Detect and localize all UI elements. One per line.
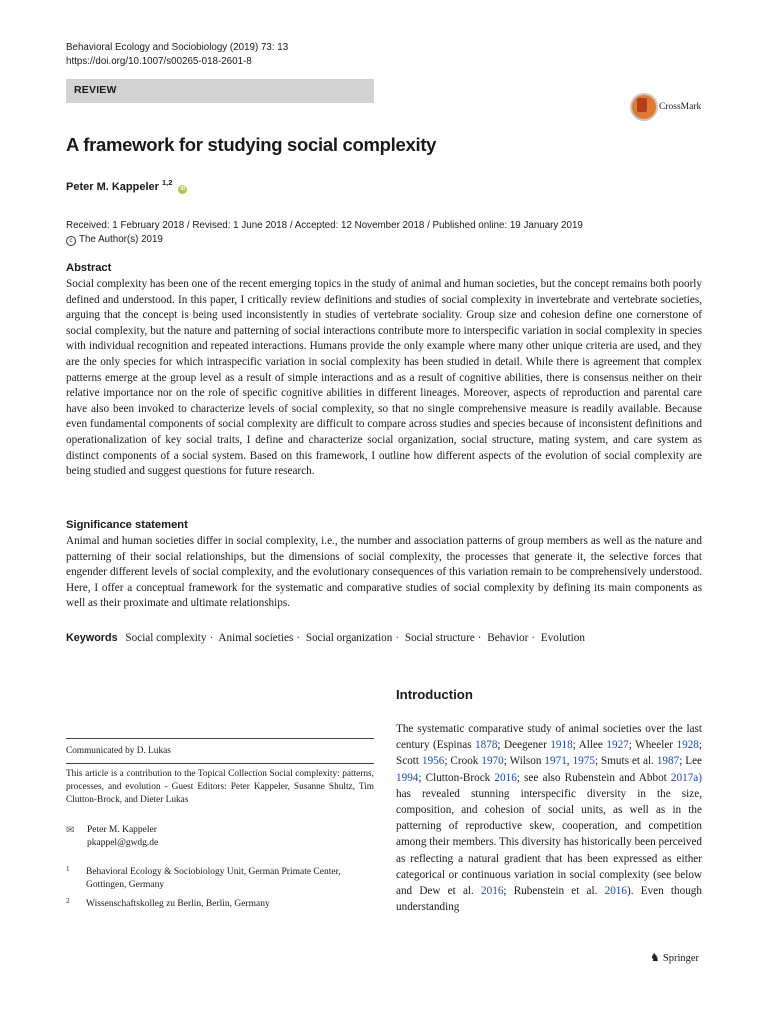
significance-heading: Significance statement (66, 519, 188, 531)
copyright-icon: c (66, 236, 76, 246)
publisher-name: Springer (662, 953, 700, 964)
correspondence-name: Peter M. Kappeler (87, 825, 157, 835)
citation-link[interactable]: 2016 (481, 885, 504, 898)
citation-link[interactable]: 2017a) (670, 771, 702, 784)
author-line (66, 178, 187, 194)
introduction-text-run: ; Crook (444, 755, 482, 768)
citation-link[interactable]: 1927 (606, 739, 629, 752)
introduction-text-run: ; Clutton-Brock (418, 771, 495, 784)
citation-link[interactable]: 2016 (604, 885, 627, 898)
keyword-separator: · (209, 632, 214, 644)
citation-link[interactable]: 2016 (494, 771, 517, 784)
introduction-text-run: ; Deegener (497, 739, 551, 752)
correspondence-email[interactable]: pkappel@gwdg.de (87, 838, 159, 848)
significance-text: Animal and human societies differ in social complexity, i.e., the number and association patterns of group members as well as the nature and patterning of their social relationships, but the dimensions of social complexity, the processes that generate it, the selective forces that engender different levels of social complexity, and the evolutionary consequences of this variation remain to be comprehensively understood. Here, I offer a conceptual framework for the systematic and comparative studies of social complexity by defining its main components as well as their proximate and ultimate relationships. (66, 535, 702, 610)
citation-link[interactable]: 1956 (421, 755, 445, 768)
orcid-icon[interactable]: iD (180, 186, 186, 192)
copyright-line (66, 233, 163, 246)
introduction-text-run: ; Wheeler (628, 739, 677, 752)
crossmark-bookmark-icon (637, 98, 647, 112)
doi-link[interactable]: https://doi.org/10.1007/s00265-018-2601-8 (66, 56, 252, 67)
affiliation-number: 1 (66, 865, 70, 873)
crossmark-label: CrossMark (659, 102, 702, 112)
introduction-text-run: ). Even though understanding (396, 885, 702, 914)
introduction-text-run: ; Wilson (503, 755, 545, 768)
collection-note: This article is a contribution to the Topical Collection Social complexity: patterns, processes, and evolution - Guest Editors: Peter Kappeler, Susanne Shultz, Tim Clutton-Brock, and Dieter Lukas (66, 769, 374, 805)
introduction-text-run: ; Lee (679, 755, 703, 768)
keyword[interactable]: Social structure (404, 632, 475, 644)
keyword[interactable]: Evolution (540, 632, 585, 644)
keyword-separator: · (477, 632, 482, 644)
footnote-divider (66, 738, 374, 739)
envelope-icon: ✉ (66, 825, 75, 836)
introduction-text-run: ; Smuts et al. (594, 755, 657, 768)
communicated-by: Communicated by D. Lukas (66, 746, 171, 756)
keyword[interactable]: Social organization (305, 632, 393, 644)
keywords-label: Keywords (66, 632, 118, 644)
abstract-heading: Abstract (66, 262, 112, 274)
citation-link[interactable]: 1987 (656, 755, 680, 768)
author-affiliation-marks: 1,2 (161, 178, 173, 187)
introduction-text-run: ; Allee (572, 739, 607, 752)
citation-link[interactable]: 1975 (572, 755, 595, 768)
publication-dates: Received: 1 February 2018 / Revised: 1 June 2018 / Accepted: 12 November 2018 / Published online: 19 January 2019 (66, 220, 583, 231)
citation-link[interactable]: 1928 (676, 739, 699, 752)
keyword[interactable]: Animal societies (218, 632, 294, 644)
keywords-line (66, 632, 585, 644)
crossmark-badge[interactable] (630, 93, 708, 121)
keyword[interactable]: Social complexity (125, 632, 207, 644)
introduction-text-run: ; see also Rubenstein and Abbot (516, 771, 671, 784)
affiliation-text: Wissenschaftskolleg zu Berlin, Berlin, Germany (86, 899, 270, 909)
copyright-text: The Author(s) 2019 (79, 234, 163, 245)
affiliation-number: 2 (66, 897, 70, 905)
introduction-text (396, 721, 702, 915)
introduction-text-run: has revealed stunning interspecific diversity in the size, composition, and cohesion of social units, as well as in the patterning of reproductive skew, cooperation, and competition among their members. This diversity has historically been perceived as reflecting a natural gradient that has been expressed as either categorical or continuous variation in social complexity (see below and Dew et al. (396, 787, 702, 898)
introduction-text-run: ; Rubenstein et al. (503, 885, 605, 898)
footnote-divider (66, 763, 374, 764)
citation-link[interactable]: 1878 (475, 739, 498, 752)
keyword-separator: · (296, 632, 301, 644)
horse-icon: ♞ (650, 952, 660, 964)
keyword-separator: · (395, 632, 400, 644)
paper-title: A framework for studying social complexity (66, 134, 437, 155)
keyword[interactable]: Behavior (487, 632, 529, 644)
journal-citation: Behavioral Ecology and Sociobiology (2019) 73: 13 (66, 42, 289, 53)
introduction-text-run: , (566, 755, 573, 768)
affiliation-text: Behavioral Ecology & Sociobiology Unit, German Primate Center, Gottingen, Germany (86, 867, 341, 890)
citation-link[interactable]: 1994 (396, 771, 419, 784)
article-type-label: REVIEW (74, 84, 117, 96)
introduction-text-run: The systematic comparative study of animal societies over the last century (Espinas (396, 723, 702, 752)
citation-link[interactable]: 1970 (481, 755, 504, 768)
introduction-heading: Introduction (396, 687, 473, 702)
citation-link[interactable]: 1971 (544, 755, 567, 768)
publisher-logo (650, 951, 699, 964)
author-name[interactable]: Peter M. Kappeler (66, 181, 159, 193)
citation-link[interactable]: 1918 (550, 739, 573, 752)
introduction-text-run: ; Scott (396, 739, 702, 768)
abstract-text: Social complexity has been one of the recent emerging topics in the study of animal and human societies, but the concept remains both poorly defined and understood. In this paper, I critically review definitions and studies of social complexity in invertebrate and vertebrate societies, arguing that the concept is being used inconsistently in studies of vertebrate sociality. Group size and cohesion define one cornerstone of social complexity, but the nature and patterning of social interactions contribute more to interspecific variation in social complexity in species with individual recognition and repeated interactions. Humans provide the only example where many other unique criteria are used, and they are the only species for which intraspecific variation in social complexity has been studied in detail. While there is agreement that complex patterns emerge at the group level as a result of simple interactions and as a result of cognitive abilities, there is consensus neither on their relative importance nor on the role of specific cognitive abilities in different lineages. Moreover, aspects of reproduction and parental care have also been invoked to characterize levels of social complexity, so that no single comprehensive measure is readily available. Because even fundamental components of social complexity are difficult to compare across studies and species because of inconsistent definitions and operationalization of key social traits, I define and characterize social organization, social structure, mating system, and care system as distinct components of a social system. Based on this framework, I outline how different aspects of the evolution of social complexity are being studied and suggest questions for future research. (66, 278, 702, 478)
keyword-separator: · (531, 632, 536, 644)
